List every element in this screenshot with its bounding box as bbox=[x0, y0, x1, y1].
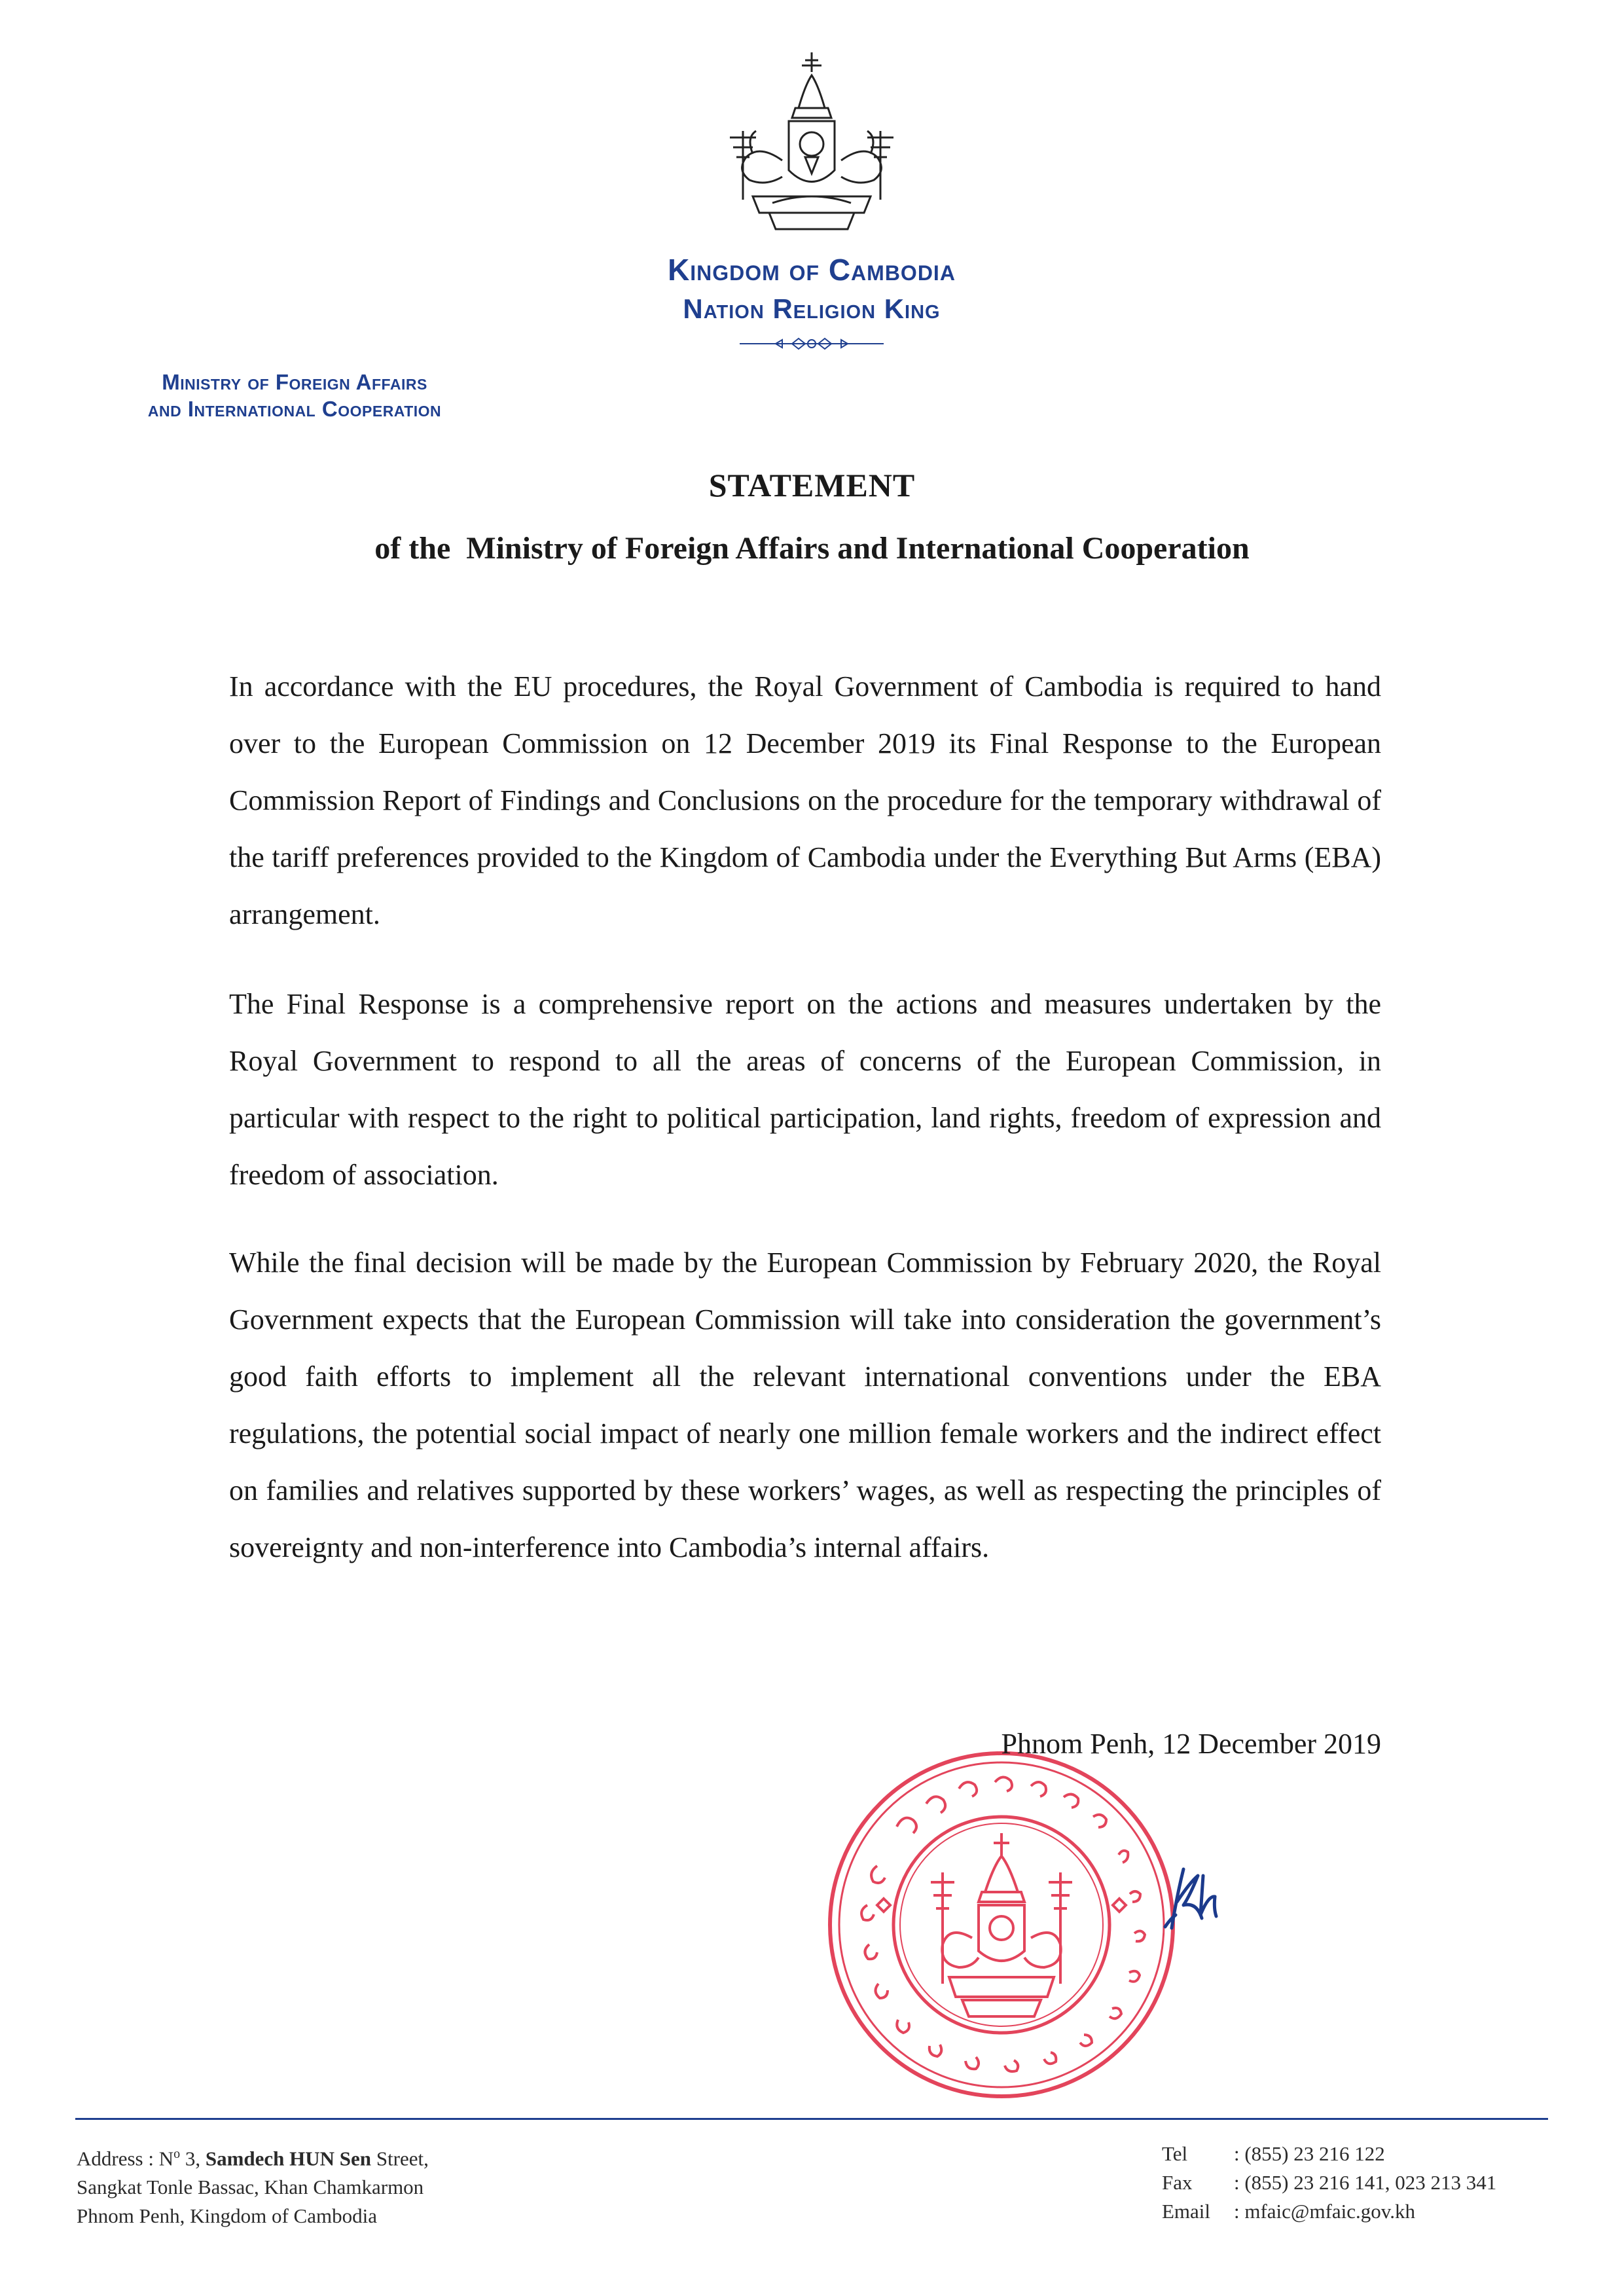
footer-contacts bbox=[1162, 2140, 1581, 2226]
signature-icon bbox=[1157, 1856, 1236, 1935]
contact-email[interactable]: Email : mfaic@mfaic.gov.kh bbox=[1162, 2200, 1416, 2223]
address-line-3: Phnom Penh, Kingdom of Cambodia bbox=[77, 2204, 377, 2228]
statement-subtitle: of the Ministry of Foreign Affairs and International Cooperation bbox=[374, 531, 1250, 566]
official-seal-icon bbox=[818, 1741, 1185, 2108]
address-line-1: Address : $N^o$ 3, Samdech HUN Sen Street, bbox=[77, 2147, 429, 2170]
ministry-name-line-1: Ministry of Foreign Affairs bbox=[162, 370, 427, 394]
body-paragraph-1: In accordance with the EU procedures, the Royal Government of Cambodia is required to hand over to the European Commission on 12 December 2019 its Final Response to the European Commission Report of Findings and Conclusions on the procedure for the temporary withdrawal of the tariff preferences provided to the Kingdom of Cambodia under the Everything But Arms (EBA) arrangement. bbox=[229, 670, 1381, 930]
body-paragraph-3: While the final decision will be made by the European Commission by February 2020, the Royal Government expects that the European Commission will take into consideration the government’s good faith efforts to implement all the relevant international conventions under the EBA regulations, the potential social impact of nearly one million female workers and the indirect effect on families and relatives supported by these workers’ wages, as well as respecting the principles of sovereignty and non-interference into Cambodia’s internal affairs. bbox=[229, 1247, 1381, 1563]
kingdom-title: Kingdom of Cambodia bbox=[668, 253, 956, 287]
address-line-2: Sangkat Tonle Bassac, Khan Chamkarmon bbox=[77, 2176, 424, 2199]
statement-title: STATEMENT bbox=[708, 467, 916, 503]
kingdom-motto: Nation Religion King bbox=[683, 293, 941, 324]
contact-fax: Fax : (855) 23 216 141, 023 213 341 bbox=[1162, 2171, 1497, 2194]
body-paragraph-2: The Final Response is a comprehensive report on the actions and measures undertaken by the Royal Government to respond to all the areas of concerns of the European Commission, in particular with respect to the right to political participation, land rights, freedom of expression and freedom of association. bbox=[229, 988, 1381, 1191]
footer-address bbox=[77, 2140, 666, 2231]
decorative-divider-icon bbox=[736, 335, 887, 352]
contact-tel: Tel : (855) 23 216 122 bbox=[1162, 2142, 1385, 2165]
footer-divider bbox=[75, 2118, 1548, 2120]
place-and-date: Phnom Penh, 12 December 2019 bbox=[1001, 1728, 1381, 1760]
ministry-name-line-2: and International Cooperation bbox=[147, 397, 442, 421]
royal-coat-of-arms-icon bbox=[707, 46, 916, 242]
